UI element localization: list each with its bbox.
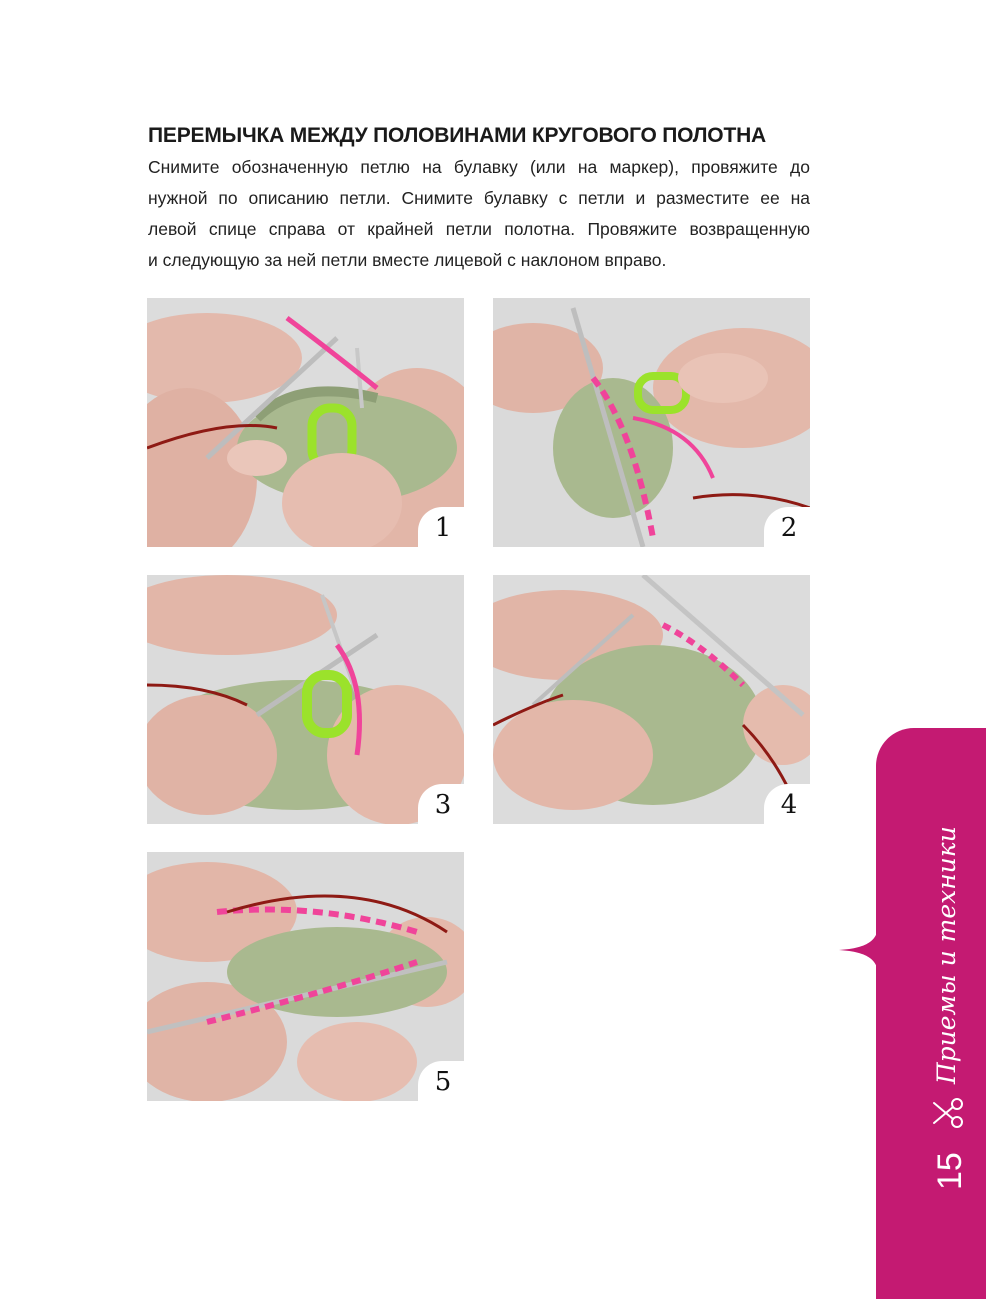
- step-number-badge: 4: [764, 784, 810, 824]
- knitting-photo-illustration: [147, 298, 464, 547]
- step-number-badge: 2: [764, 507, 810, 547]
- step-photo-5: [147, 852, 464, 1101]
- step-number-badge: 1: [418, 507, 464, 547]
- side-tab-label: [931, 826, 969, 1190]
- instruction-line: и следующую за ней петли вместе лицевой с наклоном вправо.: [148, 250, 667, 270]
- step-number-badge: 3: [418, 784, 464, 824]
- step-photo-2: [493, 298, 810, 547]
- knitting-photo-illustration: [493, 298, 810, 547]
- knitting-photo-illustration: [493, 575, 810, 824]
- tab-notch-decoration: [839, 920, 879, 980]
- step-photo-1: [147, 298, 464, 547]
- knitting-photo-illustration: [147, 575, 464, 824]
- page-number: 15: [931, 1152, 969, 1190]
- step-photo-4: [493, 575, 810, 824]
- section-title: Приемы и техники: [931, 826, 961, 1085]
- scissors-icon: [931, 1096, 965, 1130]
- page-heading: ПЕРЕМЫЧКА МЕЖДУ ПОЛОВИНАМИ КРУГОВОГО ПОЛОТНА: [148, 124, 767, 147]
- instruction-line: Снимите обозначенную петлю на булавку (или на маркер), провяжите до: [148, 157, 810, 177]
- instruction-paragraph: [148, 152, 810, 276]
- instruction-line: нужной по описанию петли. Снимите булавку с петли и разместите ее на: [148, 188, 810, 208]
- step-photo-3: [147, 575, 464, 824]
- knitting-photo-illustration: [147, 852, 464, 1101]
- step-number-badge: 5: [418, 1061, 464, 1101]
- instruction-line: левой спице справа от крайней петли полотна. Провяжите возвращенную: [148, 219, 810, 239]
